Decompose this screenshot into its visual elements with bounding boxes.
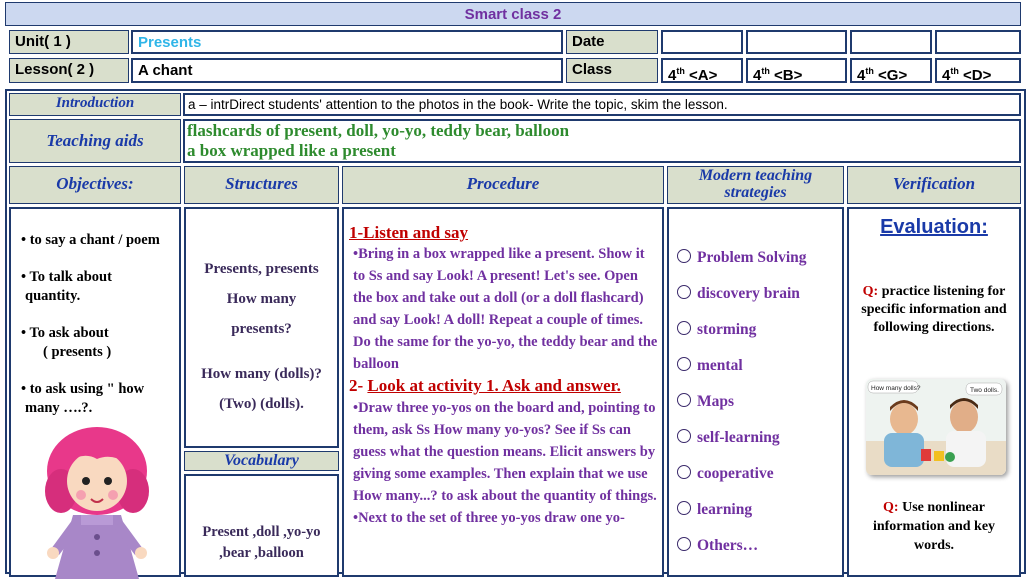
strategies-header [667, 166, 844, 204]
strategy-label: Problem Solving [697, 249, 807, 266]
strategies-body [667, 207, 844, 577]
strategy-label: Others… [697, 537, 759, 554]
unit-value: Presents [138, 34, 202, 51]
verification-q2 [849, 498, 1019, 555]
date-cell-d [935, 30, 1021, 54]
vocabulary-line: Present ,doll ,yo-yo [202, 524, 321, 540]
date-label: Date [572, 33, 605, 50]
circle-icon [677, 393, 691, 407]
strategy-label: Maps [697, 393, 735, 410]
lesson-value: A chant [138, 62, 193, 79]
class-section: <A> [689, 67, 718, 84]
teaching-aids-line1: flashcards of present, doll, yo-yo, teddy bear, balloon [187, 121, 570, 140]
introduction-text-cell [183, 93, 1021, 116]
date-label-cell [566, 30, 658, 54]
structure-line: (Two) (dolls). [219, 396, 304, 412]
procedure-text [344, 209, 662, 529]
strategy-label: storming [697, 321, 757, 338]
evaluation-title: Evaluation: [880, 216, 988, 238]
lesson-label-cell [9, 58, 129, 83]
objectives-body [9, 207, 181, 577]
strategy-item [677, 321, 842, 339]
strategy-item [677, 537, 842, 555]
strategy-item [677, 501, 842, 519]
structures-text [186, 209, 337, 419]
circle-icon [677, 501, 691, 515]
circle-icon [677, 357, 691, 371]
unit-value-cell [131, 30, 563, 54]
structure-line: Presents, presents [204, 261, 319, 277]
circle-icon [677, 321, 691, 335]
photo-bubble-1: How many dolls? [871, 385, 921, 392]
lesson-label: Lesson( 2 ) [15, 61, 95, 78]
class-cell-b [746, 58, 847, 83]
vocabulary-text [186, 476, 337, 564]
strategy-item [677, 357, 842, 375]
teaching-aids-cell [183, 119, 1021, 163]
strategy-item [677, 393, 842, 411]
strategy-item [677, 429, 842, 447]
page-title: Smart class 2 [464, 6, 562, 23]
strategy-item [677, 465, 842, 483]
class-cell-d [935, 58, 1021, 83]
class-num: 4 [857, 67, 866, 84]
objective-item: • to ask using " how [21, 381, 145, 397]
structures-header-label: Structures [225, 174, 298, 193]
verification-body [847, 207, 1021, 577]
objectives-header-label: Objectives: [56, 174, 134, 193]
objective-item: • To ask about [21, 325, 109, 341]
kids-photo [866, 379, 1006, 475]
class-section: <B> [774, 67, 803, 84]
objectives-header [9, 166, 181, 204]
class-section: <D> [963, 67, 992, 84]
procedure-header-label: Procedure [466, 174, 540, 193]
unit-label: Unit( 1 ) [15, 33, 71, 50]
introduction-label-cell [9, 93, 181, 116]
procedure-body [342, 207, 664, 577]
procedure-step2-title [349, 375, 658, 397]
objective-item: • To talk about [21, 269, 112, 285]
circle-icon [677, 465, 691, 479]
structures-header [184, 166, 339, 204]
strategy-label: self-learning [697, 429, 780, 446]
structure-line: presents? [231, 321, 292, 337]
circle-icon [677, 537, 691, 551]
strategy-label: mental [697, 357, 743, 374]
strategy-label: learning [697, 501, 753, 518]
objective-item: • to say a chant / poem [21, 232, 160, 248]
introduction-text: a – intrDirect students' attention to the photos in the book- Write the topic, skim the lesson. [188, 97, 728, 112]
strategy-item [677, 249, 842, 267]
unit-label-cell [9, 30, 129, 54]
vocabulary-label: Vocabulary [224, 452, 299, 469]
q1-prefix: Q: [862, 284, 879, 299]
doll-illustration [41, 419, 153, 584]
class-num: 4 [753, 67, 762, 84]
strategy-label: cooperative [697, 465, 774, 482]
circle-icon [677, 249, 691, 263]
vocabulary-header [184, 451, 339, 471]
structures-body [184, 207, 339, 448]
lesson-value-cell [131, 58, 563, 83]
procedure-step2-number: 2- [349, 376, 368, 395]
strategy-item [677, 285, 842, 303]
class-sup: th [950, 66, 959, 76]
strategies-list [669, 209, 842, 555]
procedure-step2-heading: Look at activity 1. Ask and answer. [367, 376, 621, 395]
objective-item: many ….?. [25, 400, 93, 416]
q2-text: Use nonlinear information and key words. [872, 500, 996, 553]
teaching-aids-label: Teaching aids [46, 131, 144, 150]
objectives-list [11, 209, 179, 418]
strategies-header-line2: strategies [724, 184, 787, 201]
structure-line: How many (dolls)? [201, 366, 322, 382]
q2-prefix: Q: [883, 500, 899, 515]
q1-text: practice listening for specific information and following directions. [861, 284, 1007, 335]
procedure-step2-text: •Draw three yo-yos on the board and, pointing to them, ask Ss How many yo-yos? See if Ss can guess what the question means. Elicit answers by giving some examples. Then explain that we use How many...? to ask about the quantity of things. [353, 400, 657, 504]
verification-q1 [849, 239, 1019, 337]
structure-line: How many [226, 291, 297, 307]
date-cell-b [746, 30, 847, 54]
photo-bubble-2: Two dolls. [970, 387, 999, 394]
procedure-step1-title: 1-Listen and say [349, 223, 469, 242]
objective-item: ( presents ) [43, 344, 112, 360]
title-bar [5, 2, 1021, 26]
class-label: Class [572, 61, 613, 78]
procedure-header [342, 166, 664, 204]
verification-header [847, 166, 1021, 204]
class-sup: th [865, 66, 874, 76]
date-cell-a [661, 30, 743, 54]
class-sup: th [676, 66, 685, 76]
procedure-step2-text2: •Next to the set of three yo-yos draw one yo- [353, 510, 625, 526]
class-section: <G> [878, 67, 908, 84]
vocabulary-line: ,bear ,balloon [219, 545, 304, 561]
introduction-label: Introduction [55, 95, 135, 111]
class-num: 4 [668, 67, 677, 84]
vocabulary-body [184, 474, 339, 577]
strategies-header-line1: Modern teaching [698, 167, 813, 184]
class-cell-a [661, 58, 743, 83]
class-num: 4 [942, 67, 951, 84]
strategy-label: discovery brain [697, 285, 800, 302]
date-cell-g [850, 30, 932, 54]
procedure-step1-text: •Bring in a box wrapped like a present. Show it to Ss and say Look! A present! Let's see. Open the box and take out a doll (or a doll flashcard) and say Look! A doll! Repeat a couple of times. Do the same for the yo-yo, the teddy bear and the balloon [353, 246, 658, 372]
circle-icon [677, 285, 691, 299]
verification-header-label: Verification [892, 174, 976, 193]
circle-icon [677, 429, 691, 443]
objective-item: quantity. [25, 288, 81, 304]
class-label-cell [566, 58, 658, 83]
teaching-aids-label-cell [9, 119, 181, 163]
kids-photo-illustration [866, 379, 1006, 475]
class-cell-g [850, 58, 932, 83]
class-sup: th [761, 66, 770, 76]
teaching-aids-line2: a box wrapped like a present [187, 141, 396, 160]
